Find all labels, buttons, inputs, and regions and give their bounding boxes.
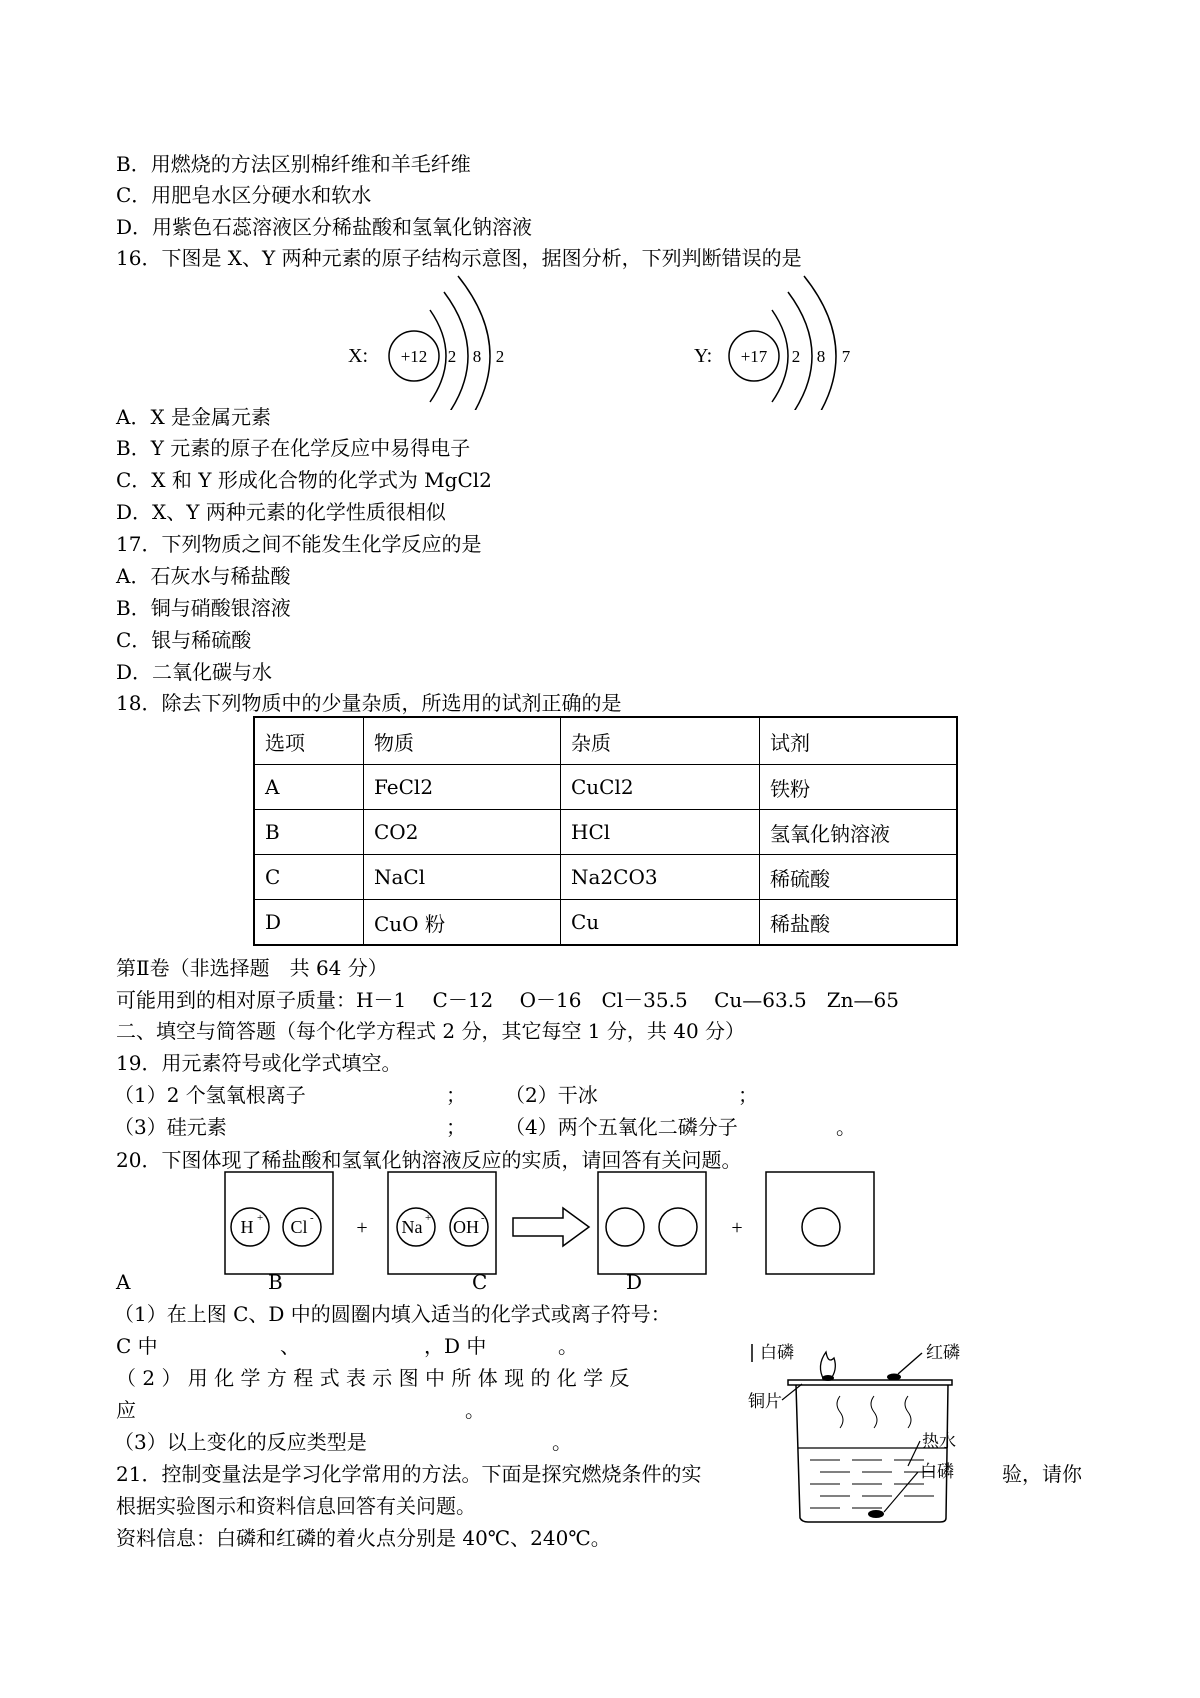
table-cell: C [254, 855, 364, 900]
diagram-label-b: B [268, 1270, 283, 1294]
part2-title: 第Ⅱ卷（非选择题 共 64 分） [116, 956, 388, 980]
table-row [254, 765, 957, 810]
steam-wave [905, 1396, 911, 1428]
atom-y-shell-1 [772, 310, 788, 402]
steam-wave [837, 1396, 843, 1428]
table-cell: HCl [561, 810, 760, 855]
q19-part-4-period: 。 [836, 1115, 856, 1139]
q15-option-b: B．用燃烧的方法区别棉纤维和羊毛纤维 [116, 152, 471, 176]
table-header-cell: 试剂 [760, 717, 958, 765]
q19-part-2: （2）干冰 [505, 1083, 598, 1107]
table-cell: B [254, 810, 364, 855]
diagram-label-a: A [116, 1270, 131, 1294]
q16-stem: 16．下图是 X、Y 两种元素的原子结构示意图，据图分析，下列判断错误的是 [116, 246, 802, 270]
cl-ion-charge: - [310, 1212, 314, 1224]
q19-part-1: （1）2 个氢氧根离子 [114, 1083, 306, 1107]
plus-sign-1: + [356, 1217, 368, 1239]
cl-ion-symbol: Cl [290, 1217, 308, 1237]
atom-y-shell-3-count: 7 [841, 347, 851, 366]
q20-part-2-period: 。 [465, 1398, 485, 1422]
q21-stem-line2: 根据实验图示和资料信息回答有关问题。 [116, 1494, 476, 1518]
q20-separator: 、 [280, 1334, 300, 1358]
label-copper-sheet: 铜片 [748, 1392, 782, 1411]
table-cell: A [254, 765, 364, 810]
table-cell: 铁粉 [760, 765, 958, 810]
table-header-row [254, 717, 957, 765]
relative-atomic-masses: 可能用到的相对原子质量：H－1 C－12 O－16 Cl－35.5 Cu—63.5 Zn—65 [116, 988, 900, 1012]
atom-y-shell-3 [804, 276, 836, 410]
na-ion-charge: + [425, 1212, 432, 1224]
q20-part-1-period: 。 [558, 1334, 578, 1358]
q21-stem-tail: 验，请你 [1002, 1462, 1082, 1486]
neutralization-reaction-diagram [0, 1170, 1200, 1280]
section-heading: 二、填空与简答题（每个化学方程式 2 分，其它每空 1 分，共 40 分） [116, 1019, 746, 1043]
q16-option-a: A．X 是金属元素 [116, 405, 272, 429]
q18-stem: 18．除去下列物质中的少量杂质，所选用的试剂正确的是 [116, 691, 622, 715]
table-cell: Na2CO3 [561, 855, 760, 900]
q19-part-2-semicolon: ； [738, 1083, 758, 1107]
label-red-phosphorus: 红磷 [926, 1343, 960, 1362]
q19-stem: 19．用元素符号或化学式填空。 [116, 1051, 402, 1075]
table-row [254, 900, 957, 946]
white-phosphorus-in-water [868, 1510, 884, 1518]
q17-option-b: B．铜与硝酸银溶液 [116, 596, 291, 620]
box-product-c [598, 1172, 706, 1274]
atom-x-shell-1 [430, 310, 446, 402]
q19-part-3: （3）硅元素 [114, 1115, 227, 1139]
atom-x-shell-3-count: 2 [495, 347, 505, 366]
atom-structure-diagrams [0, 270, 1200, 410]
white-phosphorus-top [822, 1375, 834, 1381]
oh-ion-charge: - [481, 1212, 485, 1224]
q20-d-blank-label: ，D 中 [424, 1334, 487, 1358]
table-cell: 氢氧化钠溶液 [760, 810, 958, 855]
water-lines [810, 1460, 934, 1508]
table-cell: CO2 [364, 810, 561, 855]
label-hot-water: 热水 [922, 1432, 956, 1451]
combustion-experiment-figure [748, 1336, 980, 1524]
q17-option-a: A．石灰水与稀盐酸 [116, 564, 291, 588]
q21-stem-line1: 21．控制变量法是学习化学常用的方法。下面是探究燃烧条件的实 [116, 1462, 702, 1486]
atom-x-label: X: [348, 345, 368, 367]
table-row [254, 810, 957, 855]
atom-x-diagram [348, 276, 504, 410]
table-cell: FeCl2 [364, 765, 561, 810]
q15-option-c: C．用肥皂水区分硬水和软水 [116, 183, 372, 207]
q18-options-table [253, 716, 958, 946]
table-cell: 稀硫酸 [760, 855, 958, 900]
label-white-phosphorus-bottom: 白磷 [920, 1462, 954, 1481]
q16-option-d: D．X、Y 两种元素的化学性质很相似 [116, 500, 446, 524]
q20-part-1: （1）在上图 C、D 中的圆圈内填入适当的化学式或离子符号： [114, 1302, 671, 1326]
q17-option-d: D．二氧化碳与水 [116, 660, 273, 684]
diagram-label-d: D [626, 1270, 643, 1294]
oh-ion-symbol: OH [453, 1217, 479, 1237]
q20-part-3-period: 。 [552, 1430, 572, 1454]
q19-part-1-semicolon: ； [446, 1083, 466, 1107]
plus-sign-2: + [731, 1217, 743, 1239]
box-product-d [766, 1172, 874, 1274]
table-header-cell: 杂质 [561, 717, 760, 765]
table-header-cell: 选项 [254, 717, 364, 765]
label-white-phosphorus-top: 白磷 [760, 1343, 794, 1362]
q17-option-c: C．银与稀硫酸 [116, 628, 252, 652]
q19-part-4: （4）两个五氧化二磷分子 [505, 1115, 738, 1139]
q20-part-2-line1: （ 2 ） 用 化 学 方 程 式 表 示 图 中 所 体 现 的 化 学 反 [116, 1366, 630, 1390]
h-ion-charge: + [257, 1212, 264, 1224]
atom-y-nucleus-charge: +17 [740, 347, 768, 366]
q15-option-d: D．用紫色石蕊溶液区分稀盐酸和氢氧化钠溶液 [116, 215, 533, 239]
q16-option-c: C．X 和 Y 形成化合物的化学式为 MgCl2 [116, 468, 492, 492]
q20-part-2-line2: 应 [116, 1398, 136, 1422]
h-ion-symbol: H [240, 1217, 254, 1237]
table-cell: NaCl [364, 855, 561, 900]
table-row [254, 855, 957, 900]
table-cell: CuCl2 [561, 765, 760, 810]
atom-y-diagram [694, 276, 851, 410]
reaction-arrow [513, 1208, 589, 1246]
blank-circle-c-2 [659, 1208, 697, 1246]
q19-part-3-semicolon: ； [446, 1115, 466, 1139]
beaker [796, 1385, 948, 1522]
table-cell: 稀盐酸 [760, 900, 958, 946]
table-cell: CuO 粉 [364, 900, 561, 946]
blank-circle-d [802, 1208, 840, 1246]
red-phosphorus [887, 1374, 901, 1381]
na-ion-symbol: Na [401, 1217, 423, 1237]
table-cell: D [254, 900, 364, 946]
q20-c-blank-label: C 中 [116, 1334, 158, 1358]
table-header-cell: 物质 [364, 717, 561, 765]
atom-x-shell-3 [458, 276, 490, 410]
atom-y-shell-2-count: 8 [816, 347, 826, 366]
q21-info: 资料信息：白磷和红磷的着火点分别是 40℃、240℃。 [116, 1526, 611, 1550]
q17-stem: 17．下列物质之间不能发生化学反应的是 [116, 532, 482, 556]
q20-stem: 20．下图体现了稀盐酸和氢氧化钠溶液反应的实质，请回答有关问题。 [116, 1148, 742, 1172]
q20-part-3: （3）以上变化的反应类型是 [114, 1430, 367, 1454]
copper-sheet [788, 1380, 952, 1385]
steam-wave [871, 1396, 877, 1428]
blank-circle-c-1 [606, 1208, 644, 1246]
atom-x-shell-2-count: 8 [472, 347, 482, 366]
table-cell: Cu [561, 900, 760, 946]
atom-y-shell-1-count: 2 [791, 347, 801, 366]
q16-option-b: B．Y 元素的原子在化学反应中易得电子 [116, 436, 471, 460]
atom-x-shell-1-count: 2 [447, 347, 457, 366]
atom-y-label: Y: [694, 345, 713, 367]
diagram-label-c: C [472, 1270, 488, 1294]
atom-x-nucleus-charge: +12 [400, 347, 428, 366]
